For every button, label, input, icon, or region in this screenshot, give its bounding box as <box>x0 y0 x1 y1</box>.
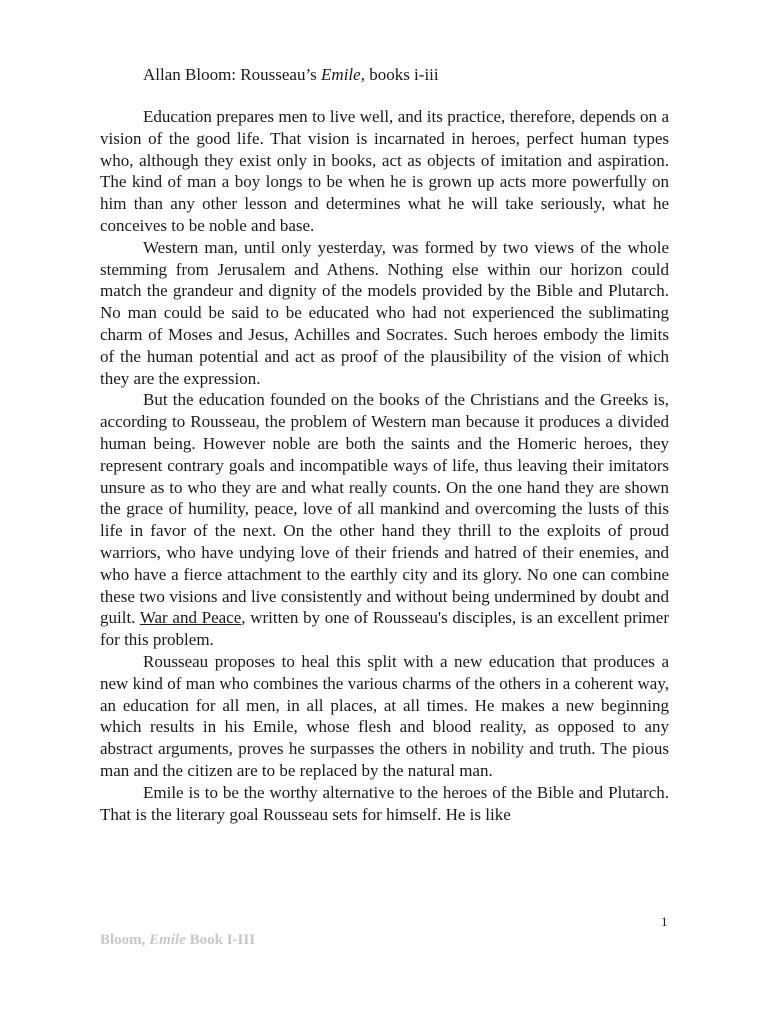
war-and-peace-title: War and Peace <box>139 608 242 628</box>
paragraph-2: Western man, until only yesterday, was formed by two views of the whole stemming from Jerusalem and Athens. Nothing else within our horizon could match the grandeur and dignity of the models provided by the Bible and Plutarch. No man could be said to be educated who had not experienced the sublimating charm of Moses and Jesus, Achilles and Socrates. Such heroes embody the limits of the human potential and act as proof of the plausibility of the vision of which they are the expression. <box>100 237 669 388</box>
title-suffix: , books i-iii <box>360 65 439 84</box>
running-footer <box>100 930 255 950</box>
footer-books: Book I-III <box>185 932 256 948</box>
title-prefix: Allan Bloom: Rousseau’s <box>143 65 322 84</box>
paragraph-1: Education prepares men to live well, and its practice, therefore, depends on a vision of the good life. That vision is incarnated in heroes, perfect human types who, although they exist only in books, act as objects of imitation and aspiration. The kind of man a boy longs to be when he is grown up acts more powerfully on him than any other lesson and determines what he will take seriously, what he conceives to be noble and base. <box>100 107 669 235</box>
paragraph-4: Rousseau proposes to heal this split with a new education that produces a new kind of man who combines the various charms of the others in a coherent way, an education for all men, in all places, at all times. He makes a new beginning which results in his Emile, whose flesh and blood reality, as opposed to any abstract arguments, proves he surpasses the others in nobility and truth. The pious man and the citizen are to be replaced by the natural man. <box>100 651 669 780</box>
document-title <box>100 64 669 86</box>
paragraph-3 <box>100 389 669 651</box>
document-page <box>100 64 669 825</box>
footer-author: Bloom, <box>100 932 150 948</box>
paragraph-3-text-end: , written by one of Rousseau's disciples, is an excellent primer for this problem. <box>100 608 669 650</box>
page-number: 1 <box>661 914 668 929</box>
paragraph-3-text-start: But the education founded on the books of the Christians and the Greeks is, according to Rousseau, the problem of Western man because it produces a divided human being. However noble are both the saints and the Homeric heroes, they represent contrary goals and incompatible ways of life, thus leaving their imitators unsure as to who they are and what really counts. On the one hand they are shown the grace of humility, peace, love of all mankind and overcoming the lusts of this life in favor of the next. On the other hand they thrill to the exploits of proud warriors, who have undying love of their friends and hatred of their enemies, and who have a fierce attachment to the earthly city and its glory. No one can combine these two visions and live consistently and without being undermined by doubt and guilt. <box>100 390 669 628</box>
title-book-name: Emile <box>321 65 361 84</box>
paragraph-5: Emile is to be the worthy alternative to the heroes of the Bible and Plutarch. That is the literary goal Rousseau sets for himself. He is like <box>100 782 669 824</box>
footer-book-name: Emile <box>149 932 186 948</box>
